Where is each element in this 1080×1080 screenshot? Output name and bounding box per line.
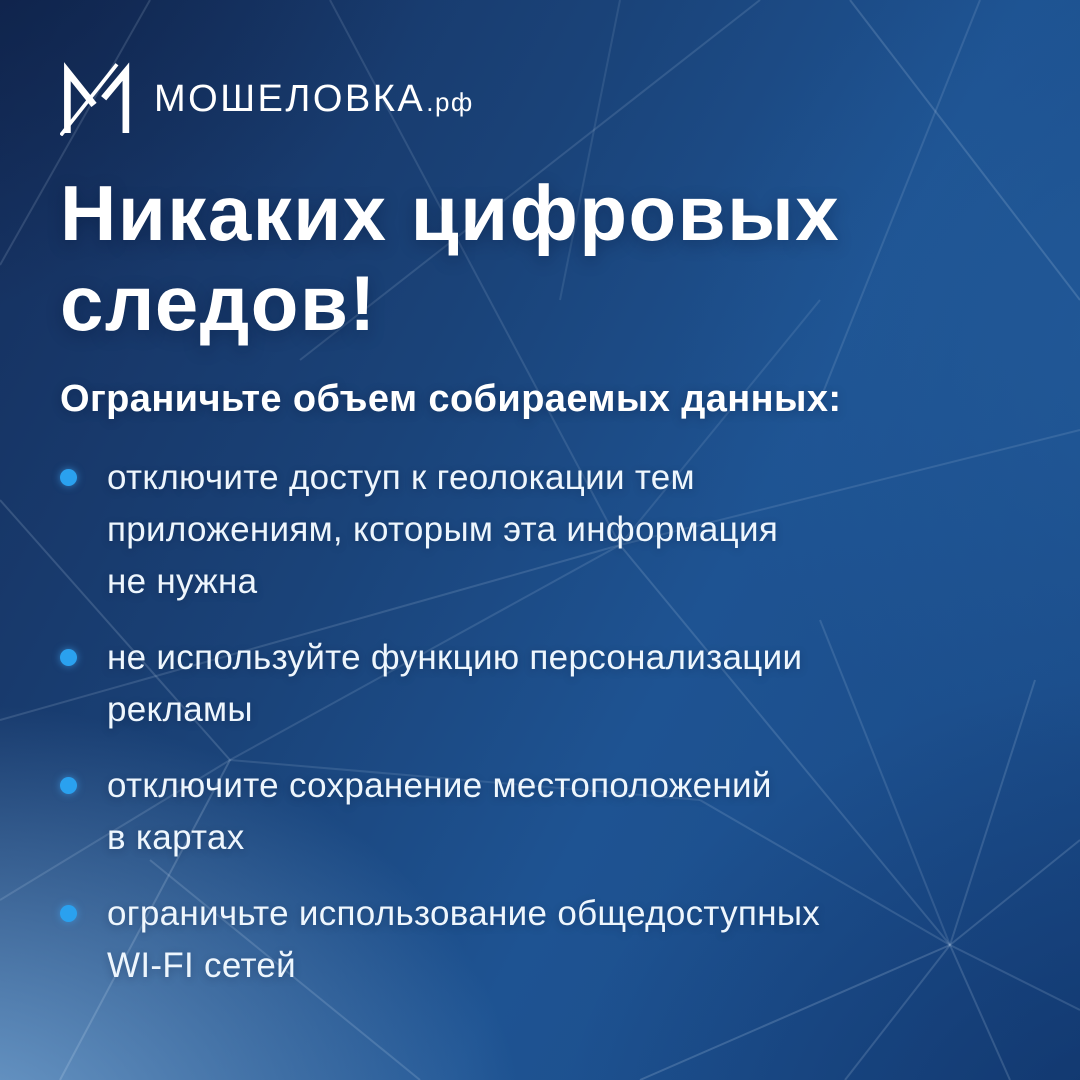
tips-list (60, 452, 990, 1016)
bullet-dot-icon (60, 649, 77, 666)
brand-logo-icon (60, 62, 134, 136)
page-title: Никаких цифровых следов! (60, 169, 841, 348)
brand-name: МОШЕЛОВКА (154, 77, 426, 120)
bullet-text: ограничьте использование общедоступных WI-FI сетей (107, 894, 821, 985)
list-item (60, 452, 990, 608)
list-item (60, 632, 990, 736)
bullet-text: отключите доступ к геолокации тем приложениям, которым эта информация не нужна (107, 458, 779, 601)
brand-domain-suffix: .рф (426, 86, 474, 117)
bullet-text: не используйте функцию персонализации рекламы (107, 638, 803, 729)
list-item (60, 888, 990, 992)
brand-header (60, 62, 474, 136)
list-item (60, 760, 990, 864)
bullet-dot-icon (60, 905, 77, 922)
bullet-text: отключите сохранение местоположений в картах (107, 766, 772, 857)
bullet-dot-icon (60, 469, 77, 486)
bullet-dot-icon (60, 777, 77, 794)
section-subtitle: Ограничьте объем собираемых данных: (60, 378, 842, 420)
brand-logo-text (154, 78, 474, 121)
